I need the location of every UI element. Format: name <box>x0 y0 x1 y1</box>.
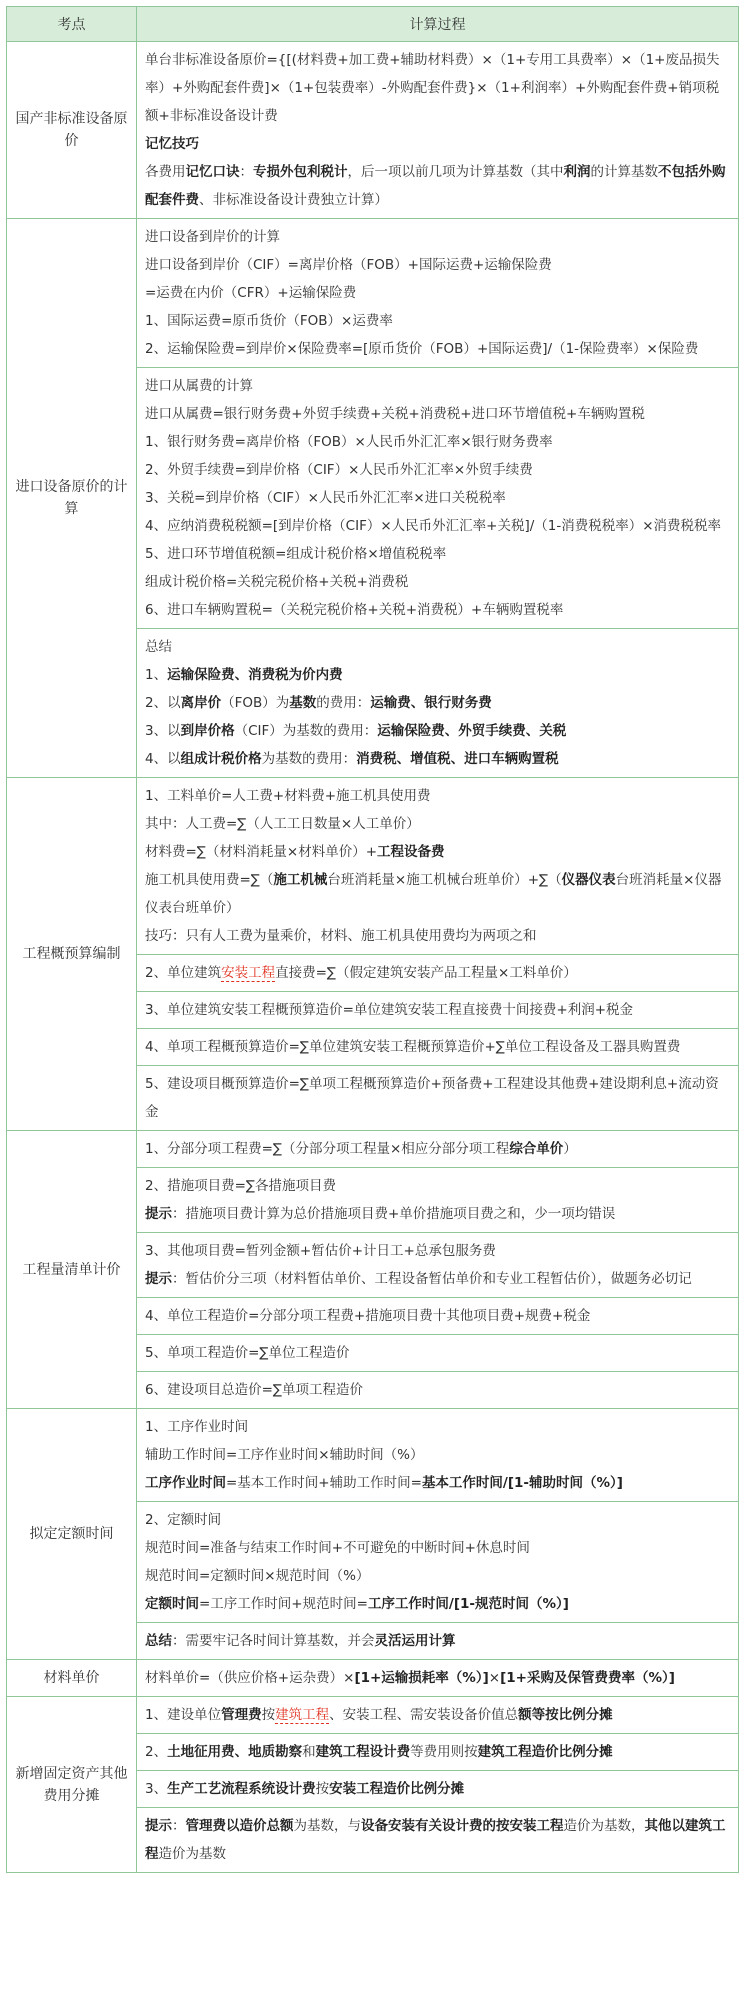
formula-line: 材料费=∑（材料消耗量×材料单价）+工程设备费 <box>145 844 445 860</box>
memory-tip-text: 各费用记忆口诀：专损外包利税计，后一项以前几项为计算基数（其中利润的计算基数不包括外购配套件费、非标准设备设计费独立计算） <box>145 164 726 208</box>
formula-line: 施工机具使用费=∑（施工机械台班消耗量×施工机械台班单价）+∑（仪器仪表台班消耗量×仪器仪表台班单价） <box>145 872 722 916</box>
formula-line: =运费在内价（CFR）+运输保险费 <box>145 285 357 301</box>
formula-line: 1、国际运费=原币货价（FOB）×运费率 <box>145 313 393 329</box>
formula-cell: 4、单项工程概预算造价=∑单位建筑安装工程概预算造价+∑单位工程设备及工器具购置费 <box>137 1029 739 1066</box>
formula-line: 5、进口环节增值税额=组成计税价格×增值税税率 <box>145 546 447 562</box>
tip-line: 提示：暂估价分三项（材料暂估单价、工程设备暂估单价和专业工程暂估价），做题务必切记 <box>145 1271 692 1287</box>
highlighted-term: 建筑工程 <box>275 1707 330 1723</box>
formula-cell <box>137 42 739 219</box>
formula-cell: 3、生产工艺流程系统设计费按安装工程造价比例分摊 <box>137 1771 739 1808</box>
table-row <box>7 1697 739 1734</box>
tip-cell: 提示：管理费以造价总额为基数，与设备安装有关设计费的按安装工程造价为基数，其他以建筑工程造价为基数 <box>137 1808 739 1873</box>
formula-cell <box>137 955 739 992</box>
table-row <box>7 778 739 955</box>
table-header-row <box>7 7 739 42</box>
memory-tip-title: 记忆技巧 <box>145 136 199 152</box>
formula-cell: 材料单价=（供应价格+运杂费）×[1+运输损耗率（%）]×[1+采购及保管费费率（%）] <box>137 1660 739 1697</box>
formula-cell <box>137 219 739 368</box>
formula-line: 1、银行财务费=离岸价格（FOB）×人民币外汇汇率×银行财务费率 <box>145 434 553 450</box>
formula-cell <box>137 1502 739 1623</box>
table-row <box>7 42 739 219</box>
formula-line: 1、工序作业时间 <box>145 1419 249 1435</box>
formula-line: 定额时间=工序工作时间+规范时间=工序工作时间/[1-规范时间（%）] <box>145 1596 569 1612</box>
formula-cell: 1、分部分项工程费=∑（分部分项工程量×相应分部分项工程综合单价） <box>137 1131 739 1168</box>
formula-line: 3、关税=到岸价格（CIF）×人民币外汇汇率×进口关税税率 <box>145 490 506 506</box>
formula-line: 6、进口车辆购置税=（关税完税价格+关税+消费税）+车辆购置税率 <box>145 602 564 618</box>
summary-cell <box>137 629 739 778</box>
formula-cell: 1、建设单位管理费按建筑工程、安装工程、需安装设备价值总额等按比例分摊 <box>137 1697 739 1734</box>
formula-line: 2、措施项目费=∑各措施项目费 <box>145 1178 336 1194</box>
summary-title: 总结 <box>145 639 172 655</box>
topic-cell: 工程概预算编制 <box>7 778 137 1131</box>
formula-line: 2、定额时间 <box>145 1512 222 1528</box>
formula-line: 规范时间=定额时间×规范时间（%） <box>145 1568 370 1584</box>
formula-line: 进口设备到岸价的计算 <box>145 229 280 245</box>
formula-line: 组成计税价格=关税完税价格+关税+消费税 <box>145 574 409 590</box>
formula-line: 1、工料单价=人工费+材料费+施工机具使用费 <box>145 788 431 804</box>
formula-line: 单台非标准设备原价={[(材料费+加工费+辅助材料费）×（1+专用工具费率）×（1+废品损失率）+外购配套件费]×（1+包装费率）-外购配套件费}×（1+利润率）+外购配套件费+销项税额+非标准设备设计费 <box>145 52 720 124</box>
formula-line: 4、应纳消费税税额=[到岸价格（CIF）×人民币外汇汇率+关税]/（1-消费税税率）×消费税税率 <box>145 518 722 534</box>
formula-cell <box>137 1409 739 1502</box>
formula-line: 3、其他项目费=暂列金额+暂估价+计日工+总承包服务费 <box>145 1243 496 1259</box>
table-row <box>7 1409 739 1502</box>
formula-cell <box>137 1233 739 1298</box>
table-row <box>7 1131 739 1168</box>
formula-line: 进口从属费=银行财务费+外贸手续费+关税+消费税+进口环节增值税+车辆购置税 <box>145 406 645 422</box>
formula-cell: 5、建设项目概预算造价=∑单项工程概预算造价+预备费+工程建设其他费+建设期利息+流动资金 <box>137 1066 739 1131</box>
highlighted-term: 安装工程 <box>221 965 276 981</box>
topic-cell: 拟定定额时间 <box>7 1409 137 1660</box>
formula-cell: 4、单位工程造价=分部分项工程费+措施项目费十其他项目费+规费+税金 <box>137 1298 739 1335</box>
formula-cell <box>137 1168 739 1233</box>
cost-formula-table <box>6 6 739 1873</box>
formula-cell <box>137 368 739 629</box>
formula-line: 工序作业时间=基本工作时间+辅助工作时间=基本工作时间/[1-辅助时间（%）] <box>145 1475 623 1491</box>
tip-line: 技巧：只有人工费为量乘价，材料、施工机具使用费均为两项之和 <box>145 928 537 944</box>
summary-line: 1、运输保险费、消费税为价内费 <box>145 667 343 683</box>
tip-line: 提示：措施项目费计算为总价措施项目费+单价措施项目费之和，少一项均错误 <box>145 1206 616 1222</box>
topic-cell: 国产非标准设备原价 <box>7 42 137 219</box>
formula-line: 进口设备到岸价（CIF）=离岸价格（FOB）+国际运费+运输保险费 <box>145 257 552 273</box>
table-row <box>7 219 739 368</box>
formula-line: 2、单位建筑安装工程直接费=∑（假定建筑安装产品工程量×工料单价） <box>145 965 577 981</box>
summary-line: 2、以离岸价（FOB）为基数的费用：运输费、银行财务费 <box>145 695 492 711</box>
formula-cell: 5、单项工程造价=∑单位工程造价 <box>137 1335 739 1372</box>
formula-cell: 6、建设项目总造价=∑单项工程造价 <box>137 1372 739 1409</box>
formula-line: 2、运输保险费=到岸价×保险费率=[原币货价（FOB）+国际运费]/（1-保险费率）×保险费 <box>145 341 699 357</box>
table-row <box>7 1660 739 1697</box>
header-process: 计算过程 <box>137 7 739 42</box>
formula-line: 进口从属费的计算 <box>145 378 253 394</box>
topic-cell: 工程量清单计价 <box>7 1131 137 1409</box>
topic-cell: 新增固定资产其他费用分摊 <box>7 1697 137 1873</box>
topic-cell: 进口设备原价的计算 <box>7 219 137 778</box>
formula-line: 其中：人工费=∑（人工工日数量×人工单价） <box>145 816 420 832</box>
formula-line: 辅助工作时间=工序作业时间×辅助时间（%） <box>145 1447 424 1463</box>
formula-line: 2、外贸手续费=到岸价格（CIF）×人民币外汇汇率×外贸手续费 <box>145 462 533 478</box>
summary-line: 3、以到岸价格（CIF）为基数的费用：运输保险费、外贸手续费、关税 <box>145 723 567 739</box>
summary-line: 4、以组成计税价格为基数的费用：消费税、增值税、进口车辆购置税 <box>145 751 559 767</box>
topic-cell: 材料单价 <box>7 1660 137 1697</box>
formula-cell: 2、土地征用费、地质勘察和建筑工程设计费等费用则按建筑工程造价比例分摊 <box>137 1734 739 1771</box>
formula-cell: 3、单位建筑安装工程概预算造价=单位建筑安装工程直接费十间接费+利润+税金 <box>137 992 739 1029</box>
header-topic: 考点 <box>7 7 137 42</box>
summary-cell: 总结：需要牢记各时间计算基数，并会灵活运用计算 <box>137 1623 739 1660</box>
formula-cell <box>137 778 739 955</box>
formula-line: 规范时间=准备与结束工作时间+不可避免的中断时间+休息时间 <box>145 1540 530 1556</box>
